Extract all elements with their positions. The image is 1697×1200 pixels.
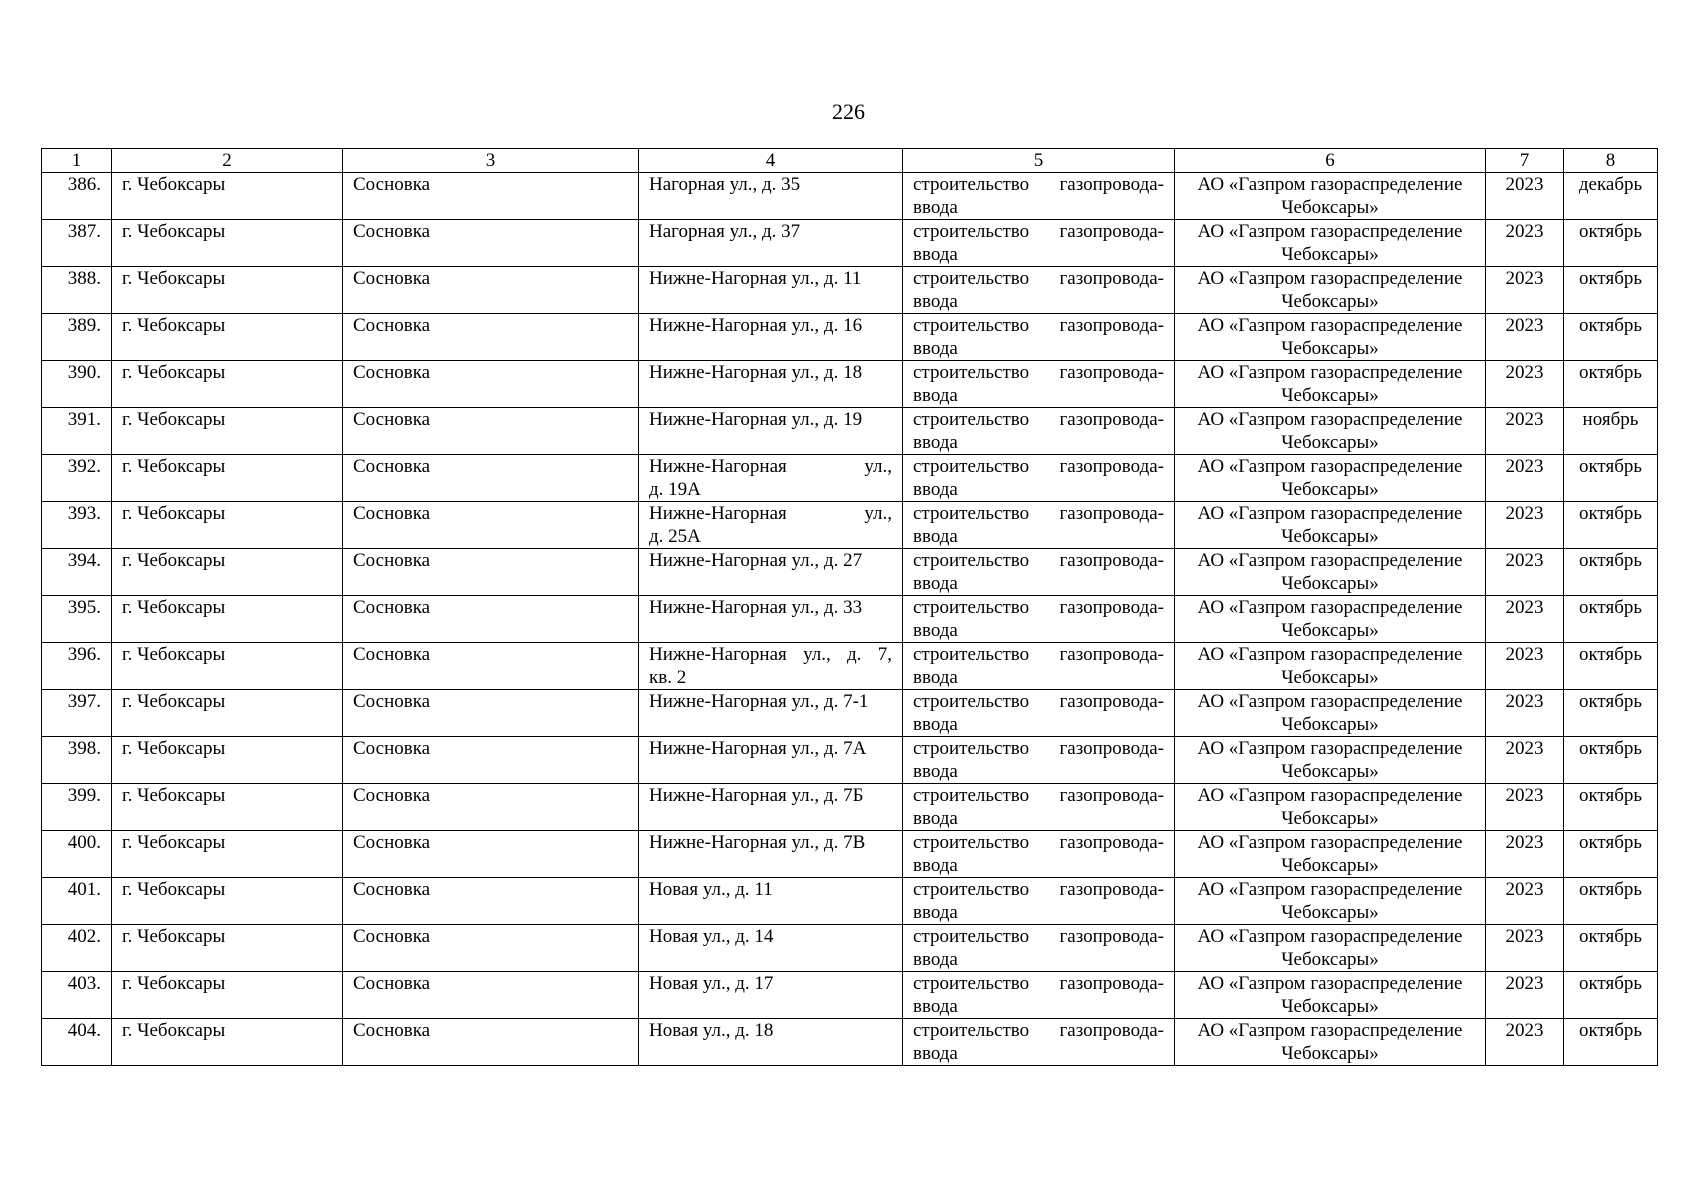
city-cell: г. Чебоксары bbox=[112, 690, 343, 737]
address-line: Новая ул., д. 18 bbox=[649, 1020, 774, 1041]
organization-cell bbox=[1175, 878, 1486, 925]
work-type-cell bbox=[903, 784, 1175, 831]
work-type-cell bbox=[903, 361, 1175, 408]
work-line: ввода bbox=[913, 432, 958, 453]
row-number: 390. bbox=[42, 361, 112, 408]
district-cell: Сосновка bbox=[343, 831, 639, 878]
column-header: 5 bbox=[903, 149, 1175, 173]
table-row bbox=[42, 361, 1658, 408]
city-cell: г. Чебоксары bbox=[112, 878, 343, 925]
org-line: Чебоксары» bbox=[1281, 526, 1379, 547]
work-type-cell bbox=[903, 502, 1175, 549]
address-cell bbox=[639, 690, 903, 737]
organization-cell bbox=[1175, 784, 1486, 831]
org-line: Чебоксары» bbox=[1281, 385, 1379, 406]
org-line: АО «Газпром газораспределение bbox=[1197, 597, 1463, 618]
column-header: 6 bbox=[1175, 149, 1486, 173]
address-line: Нижне-Нагорная ул., д. 19 bbox=[649, 409, 863, 430]
address-cell bbox=[639, 1019, 903, 1066]
year-cell: 2023 bbox=[1486, 502, 1564, 549]
org-line: Чебоксары» bbox=[1281, 338, 1379, 359]
header-row bbox=[42, 149, 1658, 173]
work-line: ввода bbox=[913, 573, 958, 594]
org-line: АО «Газпром газораспределение bbox=[1197, 174, 1463, 195]
month-cell: октябрь bbox=[1564, 549, 1658, 596]
month-cell: октябрь bbox=[1564, 925, 1658, 972]
organization-cell bbox=[1175, 549, 1486, 596]
city-cell: г. Чебоксары bbox=[112, 972, 343, 1019]
org-line: Чебоксары» bbox=[1281, 291, 1379, 312]
organization-cell bbox=[1175, 831, 1486, 878]
work-line: ввода bbox=[913, 526, 958, 547]
year-cell: 2023 bbox=[1486, 737, 1564, 784]
work-type-cell bbox=[903, 220, 1175, 267]
org-line: Чебоксары» bbox=[1281, 949, 1379, 970]
row-number: 397. bbox=[42, 690, 112, 737]
work-type-cell bbox=[903, 267, 1175, 314]
year-cell: 2023 bbox=[1486, 596, 1564, 643]
table-row bbox=[42, 690, 1658, 737]
work-type-cell bbox=[903, 972, 1175, 1019]
month-cell: октябрь bbox=[1564, 455, 1658, 502]
row-number: 392. bbox=[42, 455, 112, 502]
organization-cell bbox=[1175, 361, 1486, 408]
table-row bbox=[42, 784, 1658, 831]
work-type-cell bbox=[903, 643, 1175, 690]
address-cell bbox=[639, 643, 903, 690]
work-line: строительство газопровода- bbox=[913, 597, 1164, 618]
work-line: ввода bbox=[913, 996, 958, 1017]
work-line: ввода bbox=[913, 761, 958, 782]
org-line: Чебоксары» bbox=[1281, 808, 1379, 829]
work-line: ввода bbox=[913, 479, 958, 500]
district-cell: Сосновка bbox=[343, 549, 639, 596]
district-cell: Сосновка bbox=[343, 220, 639, 267]
address-line: Новая ул., д. 14 bbox=[649, 926, 774, 947]
work-line: строительство газопровода- bbox=[913, 268, 1164, 289]
org-line: АО «Газпром газораспределение bbox=[1197, 456, 1463, 477]
address-cell bbox=[639, 737, 903, 784]
table-row bbox=[42, 972, 1658, 1019]
month-cell: октябрь bbox=[1564, 1019, 1658, 1066]
month-cell: октябрь bbox=[1564, 220, 1658, 267]
work-type-cell bbox=[903, 314, 1175, 361]
table-row bbox=[42, 596, 1658, 643]
work-line: ввода bbox=[913, 902, 958, 923]
work-line: строительство газопровода- bbox=[913, 879, 1164, 900]
work-line: ввода bbox=[913, 338, 958, 359]
work-line: ввода bbox=[913, 949, 958, 970]
year-cell: 2023 bbox=[1486, 925, 1564, 972]
org-line: АО «Газпром газораспределение bbox=[1197, 973, 1463, 994]
work-line: строительство газопровода- bbox=[913, 691, 1164, 712]
table-row bbox=[42, 878, 1658, 925]
year-cell: 2023 bbox=[1486, 173, 1564, 220]
year-cell: 2023 bbox=[1486, 690, 1564, 737]
year-cell: 2023 bbox=[1486, 972, 1564, 1019]
organization-cell bbox=[1175, 925, 1486, 972]
table-body bbox=[42, 173, 1658, 1066]
district-cell: Сосновка bbox=[343, 267, 639, 314]
city-cell: г. Чебоксары bbox=[112, 1019, 343, 1066]
address-line: д. 25А bbox=[649, 526, 701, 547]
org-line: АО «Газпром газораспределение bbox=[1197, 926, 1463, 947]
address-line: кв. 2 bbox=[649, 667, 687, 688]
org-line: Чебоксары» bbox=[1281, 479, 1379, 500]
org-line: АО «Газпром газораспределение bbox=[1197, 409, 1463, 430]
year-cell: 2023 bbox=[1486, 1019, 1564, 1066]
address-line: Нагорная ул., д. 35 bbox=[649, 174, 801, 195]
org-line: АО «Газпром газораспределение bbox=[1197, 738, 1463, 759]
month-cell: декабрь bbox=[1564, 173, 1658, 220]
city-cell: г. Чебоксары bbox=[112, 502, 343, 549]
table-row bbox=[42, 1019, 1658, 1066]
month-cell: ноябрь bbox=[1564, 408, 1658, 455]
work-type-cell bbox=[903, 455, 1175, 502]
column-header: 7 bbox=[1486, 149, 1564, 173]
row-number: 403. bbox=[42, 972, 112, 1019]
work-line: ввода bbox=[913, 667, 958, 688]
work-line: ввода bbox=[913, 244, 958, 265]
month-cell: октябрь bbox=[1564, 314, 1658, 361]
year-cell: 2023 bbox=[1486, 314, 1564, 361]
district-cell: Сосновка bbox=[343, 1019, 639, 1066]
year-cell: 2023 bbox=[1486, 267, 1564, 314]
month-cell: октябрь bbox=[1564, 878, 1658, 925]
work-line: строительство газопровода- bbox=[913, 362, 1164, 383]
address-line: Нижне-Нагорная ул., д. 7-1 bbox=[649, 691, 869, 712]
address-line: Новая ул., д. 17 bbox=[649, 973, 774, 994]
table-row bbox=[42, 643, 1658, 690]
row-number: 400. bbox=[42, 831, 112, 878]
work-line: ввода bbox=[913, 385, 958, 406]
org-line: Чебоксары» bbox=[1281, 855, 1379, 876]
row-number: 386. bbox=[42, 173, 112, 220]
table-row bbox=[42, 831, 1658, 878]
address-cell bbox=[639, 361, 903, 408]
row-number: 395. bbox=[42, 596, 112, 643]
address-line: Нижне-Нагорная ул., д. 27 bbox=[649, 550, 863, 571]
address-cell bbox=[639, 549, 903, 596]
organization-cell bbox=[1175, 690, 1486, 737]
address-cell bbox=[639, 784, 903, 831]
work-type-cell bbox=[903, 737, 1175, 784]
work-line: строительство газопровода- bbox=[913, 456, 1164, 477]
district-cell: Сосновка bbox=[343, 972, 639, 1019]
month-cell: октябрь bbox=[1564, 361, 1658, 408]
org-line: АО «Газпром газораспределение bbox=[1197, 315, 1463, 336]
table-row bbox=[42, 502, 1658, 549]
work-type-cell bbox=[903, 878, 1175, 925]
city-cell: г. Чебоксары bbox=[112, 596, 343, 643]
work-line: ввода bbox=[913, 855, 958, 876]
table-row bbox=[42, 549, 1658, 596]
org-line: АО «Газпром газораспределение bbox=[1197, 362, 1463, 383]
work-line: ввода bbox=[913, 291, 958, 312]
city-cell: г. Чебоксары bbox=[112, 314, 343, 361]
org-line: АО «Газпром газораспределение bbox=[1197, 550, 1463, 571]
row-number: 388. bbox=[42, 267, 112, 314]
column-header: 2 bbox=[112, 149, 343, 173]
org-line: Чебоксары» bbox=[1281, 197, 1379, 218]
organization-cell bbox=[1175, 173, 1486, 220]
district-cell: Сосновка bbox=[343, 596, 639, 643]
district-cell: Сосновка bbox=[343, 737, 639, 784]
address-cell bbox=[639, 173, 903, 220]
work-line: строительство газопровода- bbox=[913, 409, 1164, 430]
organization-cell bbox=[1175, 314, 1486, 361]
month-cell: октябрь bbox=[1564, 737, 1658, 784]
address-line: д. 19А bbox=[649, 479, 701, 500]
work-type-cell bbox=[903, 831, 1175, 878]
work-type-cell bbox=[903, 549, 1175, 596]
work-line: строительство газопровода- bbox=[913, 973, 1164, 994]
org-line: АО «Газпром газораспределение bbox=[1197, 832, 1463, 853]
row-number: 402. bbox=[42, 925, 112, 972]
works-table bbox=[41, 148, 1658, 1066]
work-line: строительство газопровода- bbox=[913, 926, 1164, 947]
address-cell bbox=[639, 831, 903, 878]
org-line: Чебоксары» bbox=[1281, 902, 1379, 923]
year-cell: 2023 bbox=[1486, 408, 1564, 455]
address-cell bbox=[639, 878, 903, 925]
address-line: Нижне-Нагорная ул., bbox=[649, 456, 892, 477]
org-line: АО «Газпром газораспределение bbox=[1197, 785, 1463, 806]
city-cell: г. Чебоксары bbox=[112, 925, 343, 972]
work-line: ввода bbox=[913, 620, 958, 641]
work-line: ввода bbox=[913, 714, 958, 735]
address-cell bbox=[639, 596, 903, 643]
address-line: Нижне-Нагорная ул., д. 16 bbox=[649, 315, 863, 336]
row-number: 394. bbox=[42, 549, 112, 596]
district-cell: Сосновка bbox=[343, 361, 639, 408]
organization-cell bbox=[1175, 220, 1486, 267]
address-line: Нижне-Нагорная ул., д. 33 bbox=[649, 597, 863, 618]
month-cell: октябрь bbox=[1564, 502, 1658, 549]
address-cell bbox=[639, 314, 903, 361]
organization-cell bbox=[1175, 596, 1486, 643]
district-cell: Сосновка bbox=[343, 502, 639, 549]
table-row bbox=[42, 408, 1658, 455]
city-cell: г. Чебоксары bbox=[112, 220, 343, 267]
row-number: 404. bbox=[42, 1019, 112, 1066]
work-line: ввода bbox=[913, 1043, 958, 1064]
organization-cell bbox=[1175, 737, 1486, 784]
address-line: Нижне-Нагорная ул., bbox=[649, 503, 892, 524]
address-cell bbox=[639, 502, 903, 549]
work-line: строительство газопровода- bbox=[913, 503, 1164, 524]
work-line: строительство газопровода- bbox=[913, 315, 1164, 336]
city-cell: г. Чебоксары bbox=[112, 455, 343, 502]
work-type-cell bbox=[903, 596, 1175, 643]
organization-cell bbox=[1175, 1019, 1486, 1066]
city-cell: г. Чебоксары bbox=[112, 831, 343, 878]
row-number: 393. bbox=[42, 502, 112, 549]
org-line: Чебоксары» bbox=[1281, 996, 1379, 1017]
address-cell bbox=[639, 972, 903, 1019]
city-cell: г. Чебоксары bbox=[112, 361, 343, 408]
row-number: 399. bbox=[42, 784, 112, 831]
work-line: строительство газопровода- bbox=[913, 550, 1164, 571]
organization-cell bbox=[1175, 408, 1486, 455]
address-line: Нижне-Нагорная ул., д. 11 bbox=[649, 268, 862, 289]
org-line: Чебоксары» bbox=[1281, 714, 1379, 735]
district-cell: Сосновка bbox=[343, 173, 639, 220]
work-line: ввода bbox=[913, 197, 958, 218]
organization-cell bbox=[1175, 972, 1486, 1019]
month-cell: октябрь bbox=[1564, 972, 1658, 1019]
table-row bbox=[42, 737, 1658, 784]
org-line: Чебоксары» bbox=[1281, 432, 1379, 453]
district-cell: Сосновка bbox=[343, 784, 639, 831]
address-cell bbox=[639, 925, 903, 972]
address-cell bbox=[639, 267, 903, 314]
org-line: АО «Газпром газораспределение bbox=[1197, 503, 1463, 524]
table-row bbox=[42, 314, 1658, 361]
city-cell: г. Чебоксары bbox=[112, 267, 343, 314]
work-line: ввода bbox=[913, 808, 958, 829]
org-line: АО «Газпром газораспределение bbox=[1197, 1020, 1463, 1041]
work-type-cell bbox=[903, 925, 1175, 972]
org-line: Чебоксары» bbox=[1281, 573, 1379, 594]
year-cell: 2023 bbox=[1486, 455, 1564, 502]
column-header: 8 bbox=[1564, 149, 1658, 173]
work-line: строительство газопровода- bbox=[913, 738, 1164, 759]
city-cell: г. Чебоксары bbox=[112, 643, 343, 690]
address-line: Нижне-Нагорная ул., д. 7А bbox=[649, 738, 867, 759]
year-cell: 2023 bbox=[1486, 831, 1564, 878]
organization-cell bbox=[1175, 455, 1486, 502]
organization-cell bbox=[1175, 267, 1486, 314]
work-line: строительство газопровода- bbox=[913, 832, 1164, 853]
org-line: Чебоксары» bbox=[1281, 761, 1379, 782]
row-number: 391. bbox=[42, 408, 112, 455]
work-type-cell bbox=[903, 690, 1175, 737]
work-line: строительство газопровода- bbox=[913, 644, 1164, 665]
city-cell: г. Чебоксары bbox=[112, 408, 343, 455]
org-line: АО «Газпром газораспределение bbox=[1197, 268, 1463, 289]
row-number: 389. bbox=[42, 314, 112, 361]
address-cell bbox=[639, 220, 903, 267]
column-header: 4 bbox=[639, 149, 903, 173]
work-type-cell bbox=[903, 173, 1175, 220]
month-cell: октябрь bbox=[1564, 596, 1658, 643]
org-line: Чебоксары» bbox=[1281, 1043, 1379, 1064]
row-number: 387. bbox=[42, 220, 112, 267]
organization-cell bbox=[1175, 502, 1486, 549]
year-cell: 2023 bbox=[1486, 878, 1564, 925]
year-cell: 2023 bbox=[1486, 549, 1564, 596]
table-row bbox=[42, 220, 1658, 267]
address-line: Нижне-Нагорная ул., д. 7Б bbox=[649, 785, 864, 806]
city-cell: г. Чебоксары bbox=[112, 737, 343, 784]
address-line: Нижне-Нагорная ул., д. 7, bbox=[649, 644, 892, 665]
org-line: АО «Газпром газораспределение bbox=[1197, 221, 1463, 242]
district-cell: Сосновка bbox=[343, 878, 639, 925]
column-header: 1 bbox=[42, 149, 112, 173]
address-line: Новая ул., д. 11 bbox=[649, 879, 773, 900]
org-line: АО «Газпром газораспределение bbox=[1197, 691, 1463, 712]
organization-cell bbox=[1175, 643, 1486, 690]
district-cell: Сосновка bbox=[343, 314, 639, 361]
address-cell bbox=[639, 455, 903, 502]
table-row bbox=[42, 173, 1658, 220]
year-cell: 2023 bbox=[1486, 361, 1564, 408]
district-cell: Сосновка bbox=[343, 408, 639, 455]
year-cell: 2023 bbox=[1486, 643, 1564, 690]
address-line: Нагорная ул., д. 37 bbox=[649, 221, 801, 242]
district-cell: Сосновка bbox=[343, 643, 639, 690]
org-line: АО «Газпром газораспределение bbox=[1197, 644, 1463, 665]
district-cell: Сосновка bbox=[343, 455, 639, 502]
org-line: Чебоксары» bbox=[1281, 620, 1379, 641]
month-cell: октябрь bbox=[1564, 784, 1658, 831]
month-cell: октябрь bbox=[1564, 831, 1658, 878]
row-number: 401. bbox=[42, 878, 112, 925]
work-type-cell bbox=[903, 1019, 1175, 1066]
org-line: Чебоксары» bbox=[1281, 667, 1379, 688]
year-cell: 2023 bbox=[1486, 220, 1564, 267]
work-line: строительство газопровода- bbox=[913, 785, 1164, 806]
work-line: строительство газопровода- bbox=[913, 174, 1164, 195]
org-line: АО «Газпром газораспределение bbox=[1197, 879, 1463, 900]
table-row bbox=[42, 925, 1658, 972]
city-cell: г. Чебоксары bbox=[112, 173, 343, 220]
address-line: Нижне-Нагорная ул., д. 7В bbox=[649, 832, 866, 853]
work-line: строительство газопровода- bbox=[913, 1020, 1164, 1041]
work-line: строительство газопровода- bbox=[913, 221, 1164, 242]
page-number: 226 bbox=[832, 99, 865, 124]
month-cell: октябрь bbox=[1564, 643, 1658, 690]
year-cell: 2023 bbox=[1486, 784, 1564, 831]
district-cell: Сосновка bbox=[343, 925, 639, 972]
address-line: Нижне-Нагорная ул., д. 18 bbox=[649, 362, 863, 383]
city-cell: г. Чебоксары bbox=[112, 549, 343, 596]
address-cell bbox=[639, 408, 903, 455]
city-cell: г. Чебоксары bbox=[112, 784, 343, 831]
table-row bbox=[42, 267, 1658, 314]
row-number: 396. bbox=[42, 643, 112, 690]
org-line: Чебоксары» bbox=[1281, 244, 1379, 265]
table-row bbox=[42, 455, 1658, 502]
work-type-cell bbox=[903, 408, 1175, 455]
month-cell: октябрь bbox=[1564, 267, 1658, 314]
column-header: 3 bbox=[343, 149, 639, 173]
district-cell: Сосновка bbox=[343, 690, 639, 737]
row-number: 398. bbox=[42, 737, 112, 784]
month-cell: октябрь bbox=[1564, 690, 1658, 737]
